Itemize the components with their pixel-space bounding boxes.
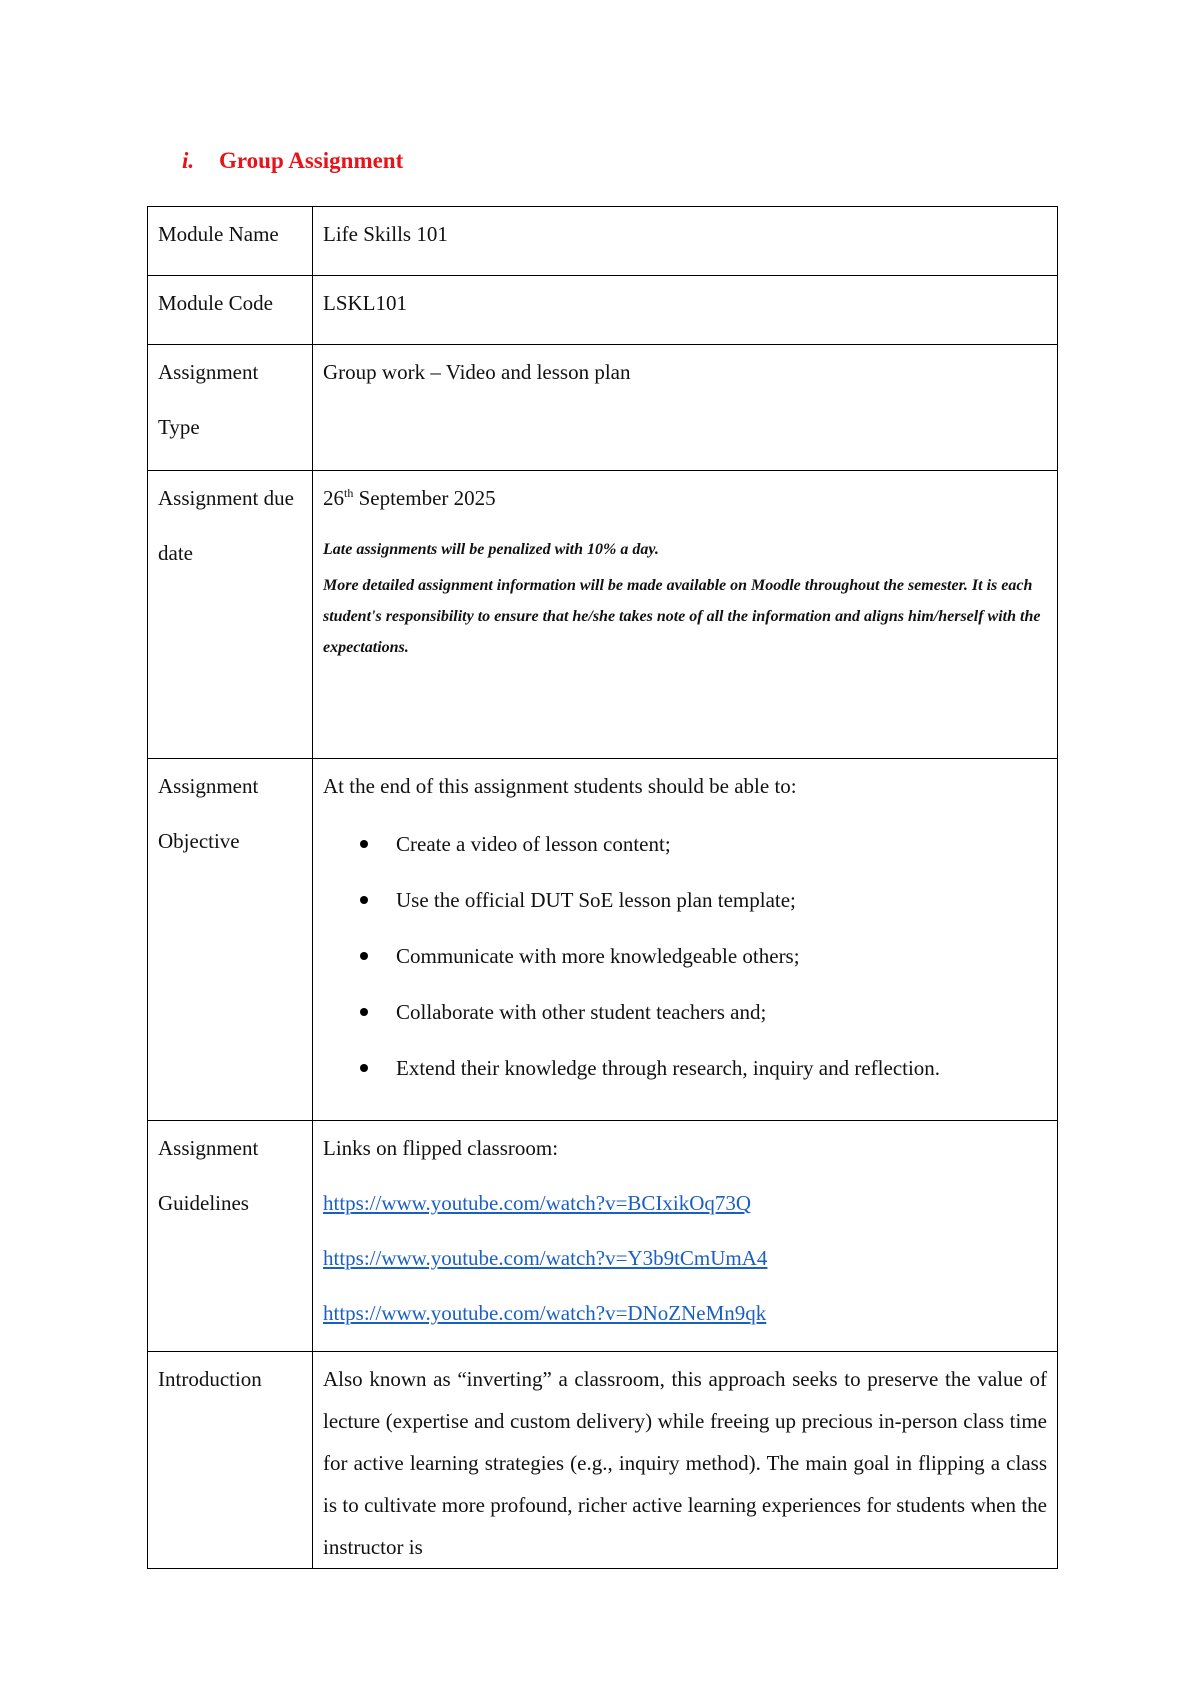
module-name-value: Life Skills 101 [313, 207, 1058, 276]
list-item: Extend their knowledge through research, inquiry and reflection. [323, 1040, 1047, 1096]
guidelines-intro: Links on flipped classroom: [323, 1136, 559, 1160]
table-row [148, 759, 1058, 1121]
table-row [148, 207, 1058, 276]
youtube-link-3[interactable]: https://www.youtube.com/watch?v=DNoZNeMn9qk [323, 1301, 767, 1325]
row-label: Assignment Type [148, 345, 313, 471]
row-label: Module Name [148, 207, 313, 276]
objective-cell [313, 759, 1058, 1121]
objective-intro: At the end of this assignment students should be able to: [323, 774, 797, 798]
youtube-link-2[interactable]: https://www.youtube.com/watch?v=Y3b9tCmUmA4 [323, 1246, 768, 1270]
assignment-type-value: Group work – Video and lesson plan [313, 345, 1058, 471]
section-title: Group Assignment [219, 148, 404, 173]
moodle-info-note: More detailed assignment information will be made available on Moodle throughout the semester. It is each student's responsibility to ensure that he/she takes note of all the information and aligns him/herself with the expectations. [323, 577, 1041, 656]
table-row [148, 471, 1058, 759]
module-code-value: LSKL101 [313, 276, 1058, 345]
bullet-icon [360, 840, 368, 848]
table-row [148, 345, 1058, 471]
youtube-link-1[interactable]: https://www.youtube.com/watch?v=BCIxikOq73Q [323, 1191, 752, 1215]
section-heading [182, 148, 403, 174]
objective-list [323, 816, 1047, 1096]
table-row [148, 276, 1058, 345]
row-label: Module Code [148, 276, 313, 345]
section-number: i. [182, 148, 195, 173]
row-label: Assignment Guidelines [148, 1121, 313, 1352]
row-label: Assignment Objective [148, 759, 313, 1121]
assignment-table [147, 206, 1058, 1569]
introduction-text: Also known as “inverting” a classroom, this approach seeks to preserve the value of lecture (expertise and custom delivery) while freeing up precious in-person class time for active learning strategies (e.g., inquiry method). The main goal in flipping a class is to cultivate more profound, richer active learning experiences for students when the instructor is [323, 1367, 1047, 1559]
bullet-icon [360, 1064, 368, 1072]
list-item: Create a video of lesson content; [323, 816, 1047, 872]
guidelines-cell [313, 1121, 1058, 1352]
row-label: Assignment due date [148, 471, 313, 759]
row-label: Introduction [148, 1352, 313, 1569]
table-row [148, 1352, 1058, 1569]
list-item: Communicate with more knowledgeable others; [323, 928, 1047, 984]
bullet-icon [360, 896, 368, 904]
table-row [148, 1121, 1058, 1352]
due-date-cell [313, 471, 1058, 759]
introduction-cell [313, 1352, 1058, 1569]
bullet-icon [360, 952, 368, 960]
late-penalty-note: Late assignments will be penalized with 10% a day. [323, 541, 659, 558]
due-date-value: 26th September 2025 [323, 486, 496, 510]
list-item: Collaborate with other student teachers and; [323, 984, 1047, 1040]
bullet-icon [360, 1008, 368, 1016]
list-item: Use the official DUT SoE lesson plan template; [323, 872, 1047, 928]
